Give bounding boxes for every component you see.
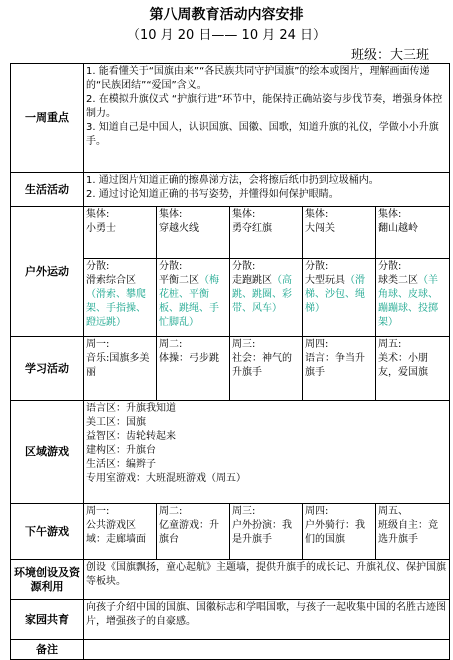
day-label: 周一: (86, 506, 110, 517)
learning-content: 语言：争当升旗手 (305, 353, 365, 378)
day-label: 周五: (378, 339, 402, 350)
row-label-focus: 一周重点 (11, 64, 84, 173)
area-item: 建构区：升旗台 (86, 445, 156, 456)
group-name: 穿越火线 (159, 223, 199, 234)
schedule-table (10, 63, 450, 660)
row-label-area: 区域游戏 (11, 401, 84, 504)
split-area: 球类二区 (378, 275, 418, 286)
row-label-outdoor: 户外运动 (11, 207, 84, 337)
afternoon-cell (303, 504, 376, 560)
outdoor-group-cell (84, 207, 157, 259)
outdoor-split-cell (84, 259, 157, 337)
split-area: 大型玩具 (305, 275, 345, 286)
focus-item: 1. 能看懂关于“国旗由来”“各民族共同守护国旗”的绘本或图片，理解画面传递的“民族团结”“爱国”含义。 (86, 66, 430, 91)
area-item: 美工区：国旗 (86, 417, 146, 428)
outdoor-split-cell (376, 259, 450, 337)
outdoor-group-cell (157, 207, 230, 259)
afternoon-cell (84, 504, 157, 560)
split-head: 分散: (86, 261, 110, 272)
life-content (84, 173, 450, 207)
focus-content (84, 64, 450, 173)
row-label-home: 家园共育 (11, 600, 84, 640)
row-life (11, 173, 450, 207)
afternoon-content: 户外骑行：我们的国旗 (305, 520, 365, 545)
row-env (11, 560, 450, 600)
learning-content: 美术：小朋友，爱国旗 (378, 353, 428, 378)
learning-content: 社会：神气的升旗手 (232, 353, 292, 378)
learning-cell (84, 337, 157, 401)
split-detail: （滑梯、沙包、绳梯） (305, 275, 365, 314)
group-head: 集体: (378, 209, 402, 220)
outdoor-group-cell (303, 207, 376, 259)
learning-content: 音乐:国旗多美丽 (86, 353, 150, 378)
afternoon-content: 公共游戏区域：走廊墙面 (86, 520, 146, 545)
area-item: 益智区：齿轮转起来 (86, 431, 176, 442)
day-label: 周五、 (378, 506, 408, 517)
group-head: 集体: (159, 209, 183, 220)
split-area: 走跑跳区 (232, 275, 272, 286)
group-name: 翻山越岭 (378, 223, 418, 234)
afternoon-content: 户外扮演：我是升旗手 (232, 520, 292, 545)
row-label-env: 环境创设及资源利用 (11, 560, 84, 600)
note-content (84, 640, 450, 660)
page-title: 第八周教育活动内容安排 (149, 7, 304, 23)
learning-content: 体操：弓步跳 (159, 353, 219, 364)
outdoor-split-cell (230, 259, 303, 337)
area-content (84, 401, 450, 504)
outdoor-group-cell (230, 207, 303, 259)
row-outdoor-group (11, 207, 450, 259)
group-head: 集体: (232, 209, 256, 220)
split-head: 分散: (232, 261, 256, 272)
row-afternoon (11, 504, 450, 560)
day-label: 周四: (305, 339, 329, 350)
split-head: 分散: (159, 261, 183, 272)
group-name: 勇夺红旗 (232, 223, 272, 234)
row-learning (11, 337, 450, 401)
split-detail: （羊角球、皮球、蹦蹦球、投掷架） (378, 275, 438, 328)
class-label: 班级：大三班 (350, 48, 429, 63)
afternoon-cell (157, 504, 230, 560)
learning-cell (230, 337, 303, 401)
learning-cell (376, 337, 450, 401)
outdoor-split-cell (157, 259, 230, 337)
group-name: 大闯关 (305, 223, 335, 234)
row-focus (11, 64, 450, 173)
row-home (11, 600, 450, 640)
learning-cell (157, 337, 230, 401)
group-head: 集体: (86, 209, 110, 220)
day-label: 周三: (232, 506, 256, 517)
outdoor-group-cell (376, 207, 450, 259)
split-detail: （梅花桩、平衡板、跳绳、手忙脚乱） (159, 275, 219, 328)
split-head: 分散: (378, 261, 402, 272)
row-label-learning: 学习活动 (11, 337, 84, 401)
date-range: （10 月 20 日—— 10 月 24 日） (126, 28, 327, 43)
split-area: 平衡二区 (159, 275, 199, 286)
group-head: 集体: (305, 209, 329, 220)
outdoor-split-cell (303, 259, 376, 337)
afternoon-content: 亿童游戏：升旗台 (159, 520, 219, 545)
env-content: 创设《国旗飘扬，童心起航》主题墙，提供升旗手的成长记、升旗礼仪、保护国旗等板块。 (84, 560, 450, 600)
home-content: 向孩子介绍中国的国旗、国徽标志和学唱国歌，与孩子一起收集中国的名胜古迹图片，增强孩子的自豪感。 (84, 600, 450, 640)
split-detail: （高跳、跳圈、彩带、风车） (232, 275, 292, 314)
split-head: 分散: (305, 261, 329, 272)
split-area: 滑索综合区 (86, 275, 136, 286)
area-item: 生活区：编辫子 (86, 459, 156, 470)
row-label-life: 生活活动 (11, 173, 84, 207)
area-item: 语言区：升旗我知道 (86, 403, 176, 414)
day-label: 周四: (305, 506, 329, 517)
life-item: 2. 通过讨论知道正确的书写姿势，并懂得如何保护眼睛。 (86, 189, 339, 200)
row-label-note: 备注 (11, 640, 84, 660)
focus-item: 2. 在模拟升旗仪式 “护旗行进”环节中，能保持正确站姿与步伐节奏，增强身体控制力。 (86, 94, 443, 119)
life-item: 1. 通过图片知道正确的擦鼻涕方法，会将擦后纸巾扔到垃圾桶内。 (86, 175, 379, 186)
split-detail: （滑索、攀爬架、手指操、蹬远跳） (86, 289, 146, 328)
day-label: 周一: (86, 339, 110, 350)
afternoon-cell (376, 504, 450, 560)
afternoon-content: 班级自主：竞选升旗手 (378, 520, 438, 545)
area-item: 专用室游戏：大班混班游戏（周五） (86, 473, 246, 484)
row-label-afternoon: 下午游戏 (11, 504, 84, 560)
learning-cell (303, 337, 376, 401)
day-label: 周三: (232, 339, 256, 350)
row-area (11, 401, 450, 504)
row-note (11, 640, 450, 660)
day-label: 周二: (159, 339, 183, 350)
day-label: 周二: (159, 506, 183, 517)
group-name: 小勇士 (86, 223, 116, 234)
afternoon-cell (230, 504, 303, 560)
focus-item: 3. 知道自己是中国人，认识国旗、国徽、国歌，知道升旗的礼仪，学做小小升旗手。 (86, 122, 439, 147)
